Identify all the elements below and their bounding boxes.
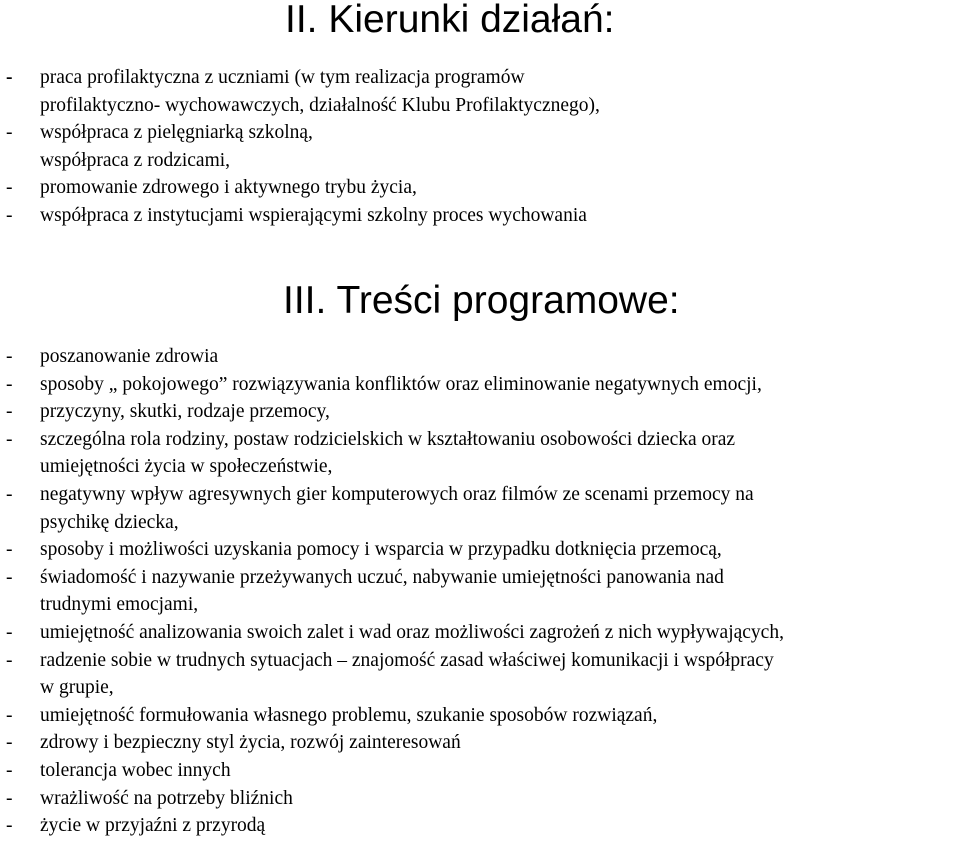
- bullet-dash: -: [6, 566, 13, 588]
- list-item-text-line: sposoby „ pokojowego” rozwiązywania konfliktów oraz eliminowanie negatywnych emocji,: [40, 373, 762, 395]
- list-item-text-line: poszanowanie zdrowia: [40, 346, 219, 367]
- list-item: [0, 343, 784, 371]
- bullet-dash: -: [6, 428, 13, 450]
- list-item-text-line: współpraca z instytucjami wspierającymi szkolny proces wychowania: [40, 204, 587, 226]
- list-item-text-line: wrażliwość na potrzeby bliźnich: [40, 787, 293, 809]
- list-item: [0, 785, 784, 813]
- list-item: [0, 119, 600, 174]
- list-item-text-line: trudnymi emocjami,: [40, 594, 199, 616]
- bullet-dash: -: [6, 649, 13, 671]
- list-item-text-line: radzenie sobie w trudnych sytuacjach – znajomość zasad właściwej komunikacji i współpracy: [40, 649, 774, 671]
- bullet-dash: -: [6, 346, 13, 367]
- list-item-text-line: negatywny wpływ agresywnych gier komputerowych oraz filmów ze scenami przemocy na: [40, 483, 754, 505]
- list-item-text-line: umiejętności życia w społeczeństwie,: [40, 456, 333, 478]
- list-item-text-line: w grupie,: [40, 677, 114, 699]
- list-item: [0, 398, 784, 426]
- bullet-dash: -: [6, 704, 13, 726]
- bullet-dash: -: [6, 621, 13, 643]
- bullet-dash: -: [6, 204, 13, 226]
- list-item-text-line: sposoby i możliwości uzyskania pomocy i wsparcia w przypadku dotknięcia przemocą,: [40, 539, 722, 561]
- list-item: [0, 426, 784, 481]
- list-item: [0, 536, 784, 564]
- section-title-kierunki-dzialan: II. Kierunki działań:: [285, 0, 615, 41]
- list-item: [0, 481, 784, 536]
- kierunki-dzialan-list: [0, 64, 600, 230]
- bullet-dash: -: [6, 373, 13, 395]
- list-item-text-line: promowanie zdrowego i aktywnego trybu życia,: [40, 177, 417, 199]
- bullet-dash: -: [6, 122, 13, 144]
- list-item-text-line: zdrowy i bezpieczny styl życia, rozwój zainteresowań: [40, 732, 461, 754]
- section-title-tresci-programowe: III. Treści programowe:: [283, 279, 680, 322]
- bullet-dash: -: [6, 759, 13, 781]
- list-item-text-line: współpraca z rodzicami,: [40, 149, 231, 171]
- list-item: [0, 729, 784, 757]
- bullet-dash: -: [6, 787, 13, 809]
- list-item: [0, 812, 784, 840]
- list-item-text-line: świadomość i nazywanie przeżywanych uczuć, nabywanie umiejętności panowania nad: [40, 566, 724, 588]
- bullet-dash: -: [6, 401, 13, 423]
- bullet-dash: -: [6, 67, 13, 88]
- list-item: [0, 564, 784, 619]
- list-item-text-line: umiejętność formułowania własnego problemu, szukanie sposobów rozwiązań,: [40, 704, 658, 726]
- list-item: [0, 647, 784, 702]
- bullet-dash: -: [6, 815, 13, 837]
- list-item-text-line: psychikę dziecka,: [40, 511, 179, 533]
- bullet-dash: -: [6, 177, 13, 199]
- bullet-dash: -: [6, 539, 13, 561]
- bullet-dash: -: [6, 483, 13, 505]
- list-item-text-line: profilaktyczno- wychowawczych, działalność Klubu Profilaktycznego),: [40, 94, 600, 116]
- list-item-text-line: współpraca z pielęgniarką szkolną,: [40, 122, 313, 144]
- list-item: [0, 174, 600, 202]
- tresci-programowe-list: [0, 343, 784, 840]
- list-item-text-line: praca profilaktyczna z uczniami (w tym realizacja programów: [40, 67, 525, 88]
- bullet-dash: -: [6, 732, 13, 754]
- list-item-text-line: przyczyny, skutki, rodzaje przemocy,: [40, 401, 330, 423]
- list-item-text-line: szczególna rola rodziny, postaw rodzicielskich w kształtowaniu osobowości dziecka oraz: [40, 428, 736, 450]
- list-item: [0, 619, 784, 647]
- list-item: [0, 371, 784, 399]
- list-item: [0, 202, 600, 230]
- list-item: [0, 702, 784, 730]
- list-item-text-line: umiejętność analizowania swoich zalet i wad oraz możliwości zagrożeń z nich wypływających,: [40, 621, 784, 643]
- list-item: [0, 64, 600, 119]
- list-item: [0, 757, 784, 785]
- list-item-text-line: tolerancja wobec innych: [40, 759, 231, 781]
- list-item-text-line: życie w przyjaźni z przyrodą: [40, 815, 266, 837]
